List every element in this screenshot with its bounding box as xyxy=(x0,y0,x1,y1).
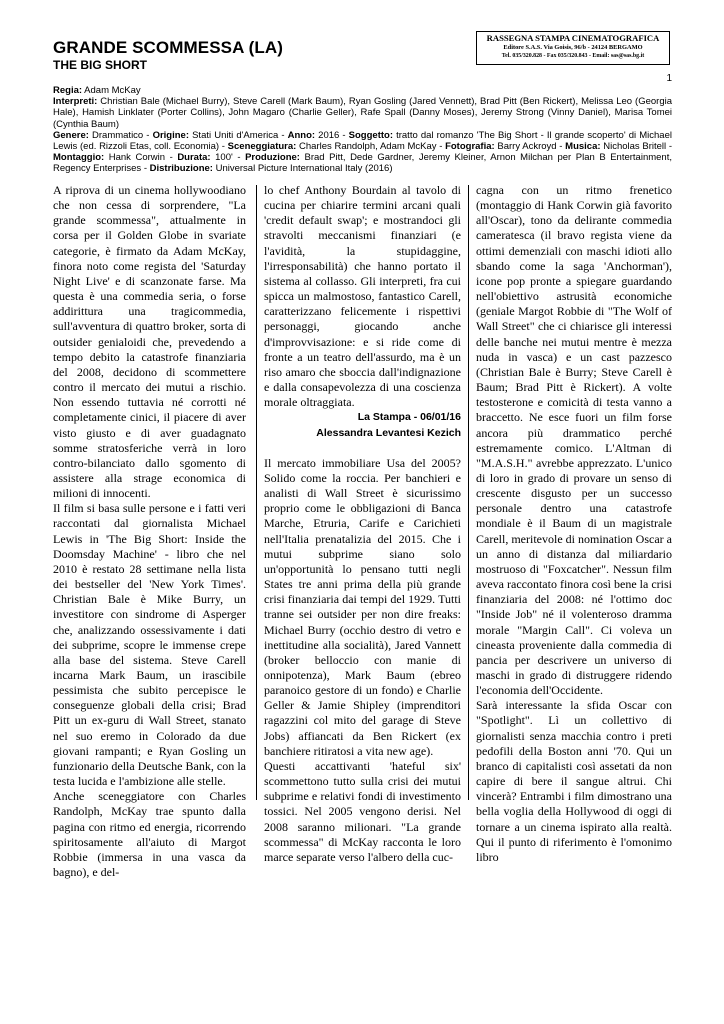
sceneggiatura-label: Sceneggiatura: xyxy=(227,141,297,153)
article-column-3 xyxy=(476,183,672,865)
review-source: La Stampa - 06/01/16 xyxy=(357,411,461,424)
soggetto-label: Soggetto: xyxy=(348,129,393,141)
durata-value: 100' - xyxy=(210,152,246,164)
publisher-name: RASSEGNA STAMPA CINEMATOGRAFICA xyxy=(486,33,660,43)
sceneggiatura-value: Charles Randolph, Adam McKay - xyxy=(296,141,446,153)
montaggio-value: Hank Corwin - xyxy=(104,152,178,164)
produzione-value: Brad Pitt, Dede Gardner, Jeremy Kleiner, Arnon Milchan per Plan B Entertainment, Regency Enterprises - xyxy=(53,152,672,175)
credits-regia xyxy=(53,85,672,96)
article-paragraph: Anche sceneggiatore con Charles Randolph, McKay trae spunto dalla pagina con ritmo ed energia, ricorrendo spiritosamente all'aiuto di Margot Robbie (immersa in una vasca da bagno), e del- xyxy=(53,789,246,880)
publisher-contacts: Tel. 035/320.828 - Fax 035/320.843 - Email: sas@sas.bg.it xyxy=(501,53,645,59)
article-paragraph: cagna con un ritmo frenetico (montaggio di Hank Corwin già favorito all'Oscar), tono da delirante commedia cameratesca (il bravo regista viene da ottimi demenziali con maschi idioti allo sbando come la saga 'Anchorman'), icone pop pronte a spiegare guardando nell'obiettivo astrusità economiche (geniale Margot Robbie di "The Wolf of Wall Street" che ci chiarisce gli interessi delle banche nei mutui mentre è mezza nuda in vasca) e un cast pazzesco (Christian Bale è Burry; Steve Carell è Baum; Brad Pitt è Rickert). A volte testosterone e comicità di testa vanno a braccetto. Ne esce fuori un film forse ancora più drammatico perché estremamente comico. L'Altman di "M.A.S.H." avrebbe apprezzato. L'unico di loro in grado di provare un senso di crescente disgusto per un successo personale dentro una catastrofe mondiale è il Baum di un magistrale Carell, meritevole di nomination Oscar a un anno di distanza dal miliardario mostruoso di "Foxcatcher". Nessun film aveva raccontato finora così bene la crisi finanziaria del 2008: né l'ottimo doc "Inside Job" né il volenteroso dramma morale "Margin Call". Ci voleva un cineasta proveniente dalla commedia di pancia per descrivere un universo di maschi in grado di distruggere ridendo l'economia dell'Occidente. xyxy=(476,183,672,698)
column-divider-right xyxy=(468,185,469,800)
anno-label: Anno: xyxy=(287,129,316,141)
montaggio-label: Montaggio: xyxy=(53,152,105,164)
credits-details xyxy=(53,130,672,175)
article-paragraph: lo chef Anthony Bourdain al tavolo di cucina per chiarire termini arcani quali 'credit default swap'; e mostrandoci gli stravolti meccanismi finanziari (e l'avidità, la stupidaggine, l'irresponsabilità) che hanno portato il sistema al collasso. Gli interpreti, fra cui spicca un malmostoso, fantastico Carell, caratterizzano felicemente i rispettivi personaggi, giocando anche d'improvvisazione: e si ride come di fronte a un teatro dell'assurdo, ma è un riso amaro che sboccia dall'indignazione e dalla consapevolezza di una coscienza morale oltraggiata. xyxy=(264,183,461,410)
article-column-1 xyxy=(53,183,246,880)
genere-label: Genere: xyxy=(53,129,89,141)
origine-value: Stati Uniti d'America - xyxy=(189,129,288,141)
regia-label: Regia: xyxy=(53,85,83,96)
article-paragraph: Sarà interessante la sfida Oscar con "Spotlight". Lì un collettivo di giornalisti senza macchia contro i preti pedofili della Boston anni '70. Qui un branco di capitalisti così assetati da non capire di bere il sangue altrui. Chi vincerà? Entrambi i film dimostrano una bella voglia della Hollywood di oggi di tornare a un cinema ispirato alla realtà. Qui il punto di riferimento è l'omonimo libro xyxy=(476,698,672,864)
origine-label: Origine: xyxy=(152,129,189,141)
produzione-label: Produzione: xyxy=(245,152,300,164)
article-paragraph: A riprova di un cinema hollywoodiano che non cessa di sorprendere, "La grande scommessa", attualmente in corsa per il Golden Globe in svariate categorie, è firmato da Adam McKay, finora noto come regista del 'Saturday Night Live' e di scanzonate farse. Ma questa è una commedia seria, o forse addirittura una tragicommedia, sull'avventura di quattro broker, sorta di outsider genialoidi che, prevedendo a tempo debito la catastrofe finanziaria del 2008, decidono di scommettere contro il mercato dei mutui a rischio. Non essendo tuttavia né corrotti né completamente cinici, il piacere di aver visto giusto e di aver guadagnato somme stratosferiche verrà in loro contro-bilanciato dallo sgomento di assistere alla strage economica di milioni di innocenti. xyxy=(53,183,246,501)
film-original-title: THE BIG SHORT xyxy=(53,58,148,72)
film-credits xyxy=(53,85,672,175)
regia-value: Adam McKay xyxy=(82,85,141,96)
publisher-address: Editore S.A.S. Via Goisis, 96/b - 24124 BERGAMO xyxy=(503,44,643,51)
genere-value: Drammatico - xyxy=(88,129,153,141)
anno-value: 2016 - xyxy=(315,129,349,141)
column-divider-left xyxy=(256,185,257,800)
article-column-2 xyxy=(264,183,461,865)
publisher-stamp xyxy=(476,31,670,65)
article-paragraph: Il film si basa sulle persone e i fatti veri raccontati dal giornalista Michael Lewis in 'The Big Short: Inside the Doomsday Machine' - libro che nel 2010 è restato 28 settimane nella lista dei bestseller del 'New York Times'. Christian Bale è Mike Burry, un investitore con sindrome di Asperger che, analizzando ossessivamente i dati dei subprime, scopre le immense crepe alla base del sistema. Steve Carell incarna Mark Baum, un irascibile pessimista che subito percepisce le conseguenze globali della crisi; Brad Pitt un ex-guru di Wall Street, stanato nel suo eremo in Colorado da due giovani rampanti; e Ryan Gosling un funzionario della Deutsche Bank, con la testa lucida e l'ambizione alle stelle. xyxy=(53,501,246,789)
article-paragraph: Il mercato immobiliare Usa del 2005? Solido come la roccia. Per banchieri e analisti di Wall Street è sicurissimo proprio come le obbligazioni di Banca Marche, Etruria, Carife e Carichieti nell'Italia prenatalizia del 2015. Che i mutui subprime siano solo un'opportunità lo pensano tutti negli States tre anni prima della più grande crisi finanziaria dai tempi del 1929. Tutti tranne sei outsider per non dire freaks: Michael Burry (occhio destro di vetro e inettitudine alla socialità), Jared Vannett (broker belloccio con manie di onnipotenza), Mark Baum (ebreo paranoico gestore di un fondo) e Charlie Geller & Jamie Shipley (imprenditori ragazzini col mito del garage di Steve Jobs) affiancati da Ben Rickert (ex banchiere ritiratosi a vita new age). xyxy=(264,455,461,758)
credits-interpreti xyxy=(53,96,672,130)
paragraph-spacer xyxy=(264,441,461,456)
film-title: GRANDE SCOMMESSA (LA) xyxy=(53,38,284,57)
soggetto-value: tratto dal romanzo 'The Big Short - Il grande scoperto' di Michael Lewis (ed. Rizzoli Etas, coll. Economia) - xyxy=(53,129,672,153)
page-number: 1 xyxy=(666,73,672,84)
musica-value: Nicholas Britell - xyxy=(600,141,672,153)
musica-label: Musica: xyxy=(565,141,601,153)
fotografia-value: Barry Ackroyd - xyxy=(494,141,566,153)
fotografia-label: Fotografia: xyxy=(445,141,495,153)
interpreti-label: Interpreti: xyxy=(53,96,98,108)
article-paragraph: Questi accattivanti 'hateful six' scommettono tutto sulla crisi dei mutui subprime e relativi fondi di investimento tossici. Nel 2005 vengono derisi. Nel 2008 saranno milionari. "La grande scommessa" di McKay racconta le loro marce separate verso l'albero della cuc- xyxy=(264,758,461,864)
review-author: Alessandra Levantesi Kezich xyxy=(316,426,461,439)
distribuzione-value: Universal Picture International Italy (2016) xyxy=(212,163,393,175)
durata-label: Durata: xyxy=(177,152,211,164)
distribuzione-label: Distribuzione: xyxy=(149,163,213,175)
interpreti-value: Christian Bale (Michael Burry), Steve Carell (Mark Baum), Ryan Gosling (Jared Vennett), Brad Pitt (Ben Rickert), Melissa Leo (Georgia Hale), Hamish Linklater (Porter Collins), John Magaro (Charlie Geller), Rafe Spall (Danny Moses), Jeremy Strong (Vinny Daniel), Marisa Tomei (Cynthia Baum) xyxy=(53,96,672,130)
